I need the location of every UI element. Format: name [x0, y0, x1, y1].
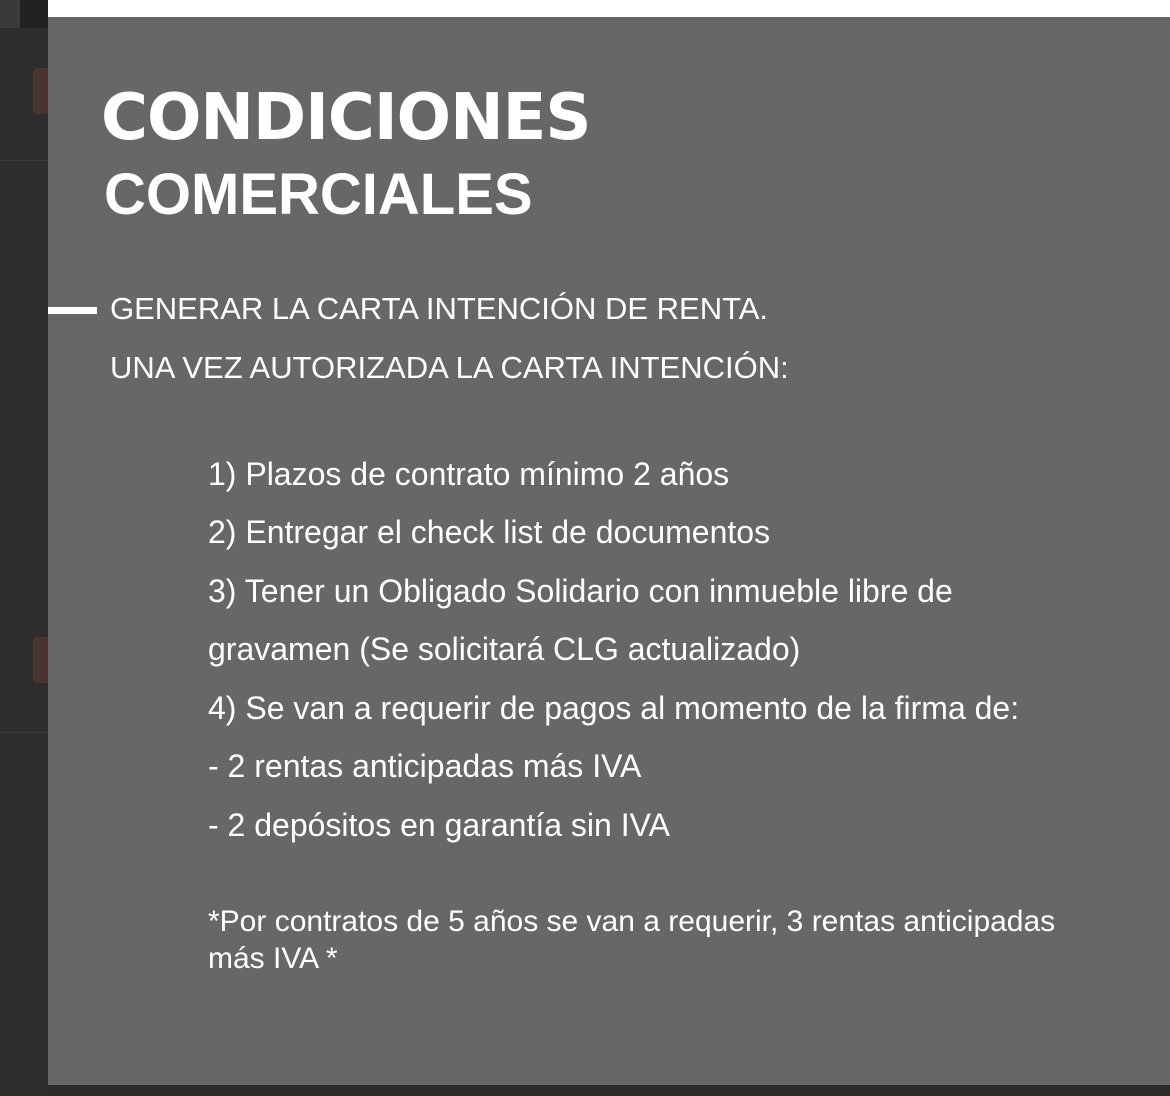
- page-subtitle: COMERCIALES: [104, 162, 533, 227]
- left-top-block: [0, 0, 48, 28]
- intro-line-2: UNA VEZ AUTORIZADA LA CARTA INTENCIÓN:: [110, 350, 789, 385]
- condition-item: 1) Plazos de contrato mínimo 2 años: [208, 456, 730, 492]
- condition-item: 2) Entregar el check list de documentos: [208, 514, 771, 550]
- left-top-block-inner: [20, 0, 48, 28]
- condition-item: gravamen (Se solicitará CLG actualizado): [208, 631, 801, 667]
- page-title: CONDICIONES: [101, 81, 591, 155]
- condition-item: - 2 rentas anticipadas más IVA: [208, 748, 642, 784]
- intro-line-1: GENERAR LA CARTA INTENCIÓN DE RENTA.: [110, 291, 769, 326]
- footnote: *Por contratos de 5 años se van a requerir, 3 rentas anticipadas más IVA *: [208, 905, 1056, 975]
- accent-dash: [48, 307, 97, 314]
- left-partial-thumbnail: [33, 68, 48, 114]
- top-white-band: [48, 0, 1170, 17]
- condition-item: 3) Tener un Obligado Solidario con inmueble libre de: [208, 573, 953, 609]
- left-partial-thumbnail: [33, 637, 48, 683]
- left-background-strip: [0, 0, 48, 1096]
- bottom-dark-band: [48, 1085, 1170, 1096]
- condition-item: - 2 depósitos en garantía sin IVA: [208, 807, 670, 843]
- condition-item: 4) Se van a requerir de pagos al momento de la firma de:: [208, 690, 1020, 726]
- left-divider: [0, 732, 48, 733]
- left-divider: [0, 160, 48, 161]
